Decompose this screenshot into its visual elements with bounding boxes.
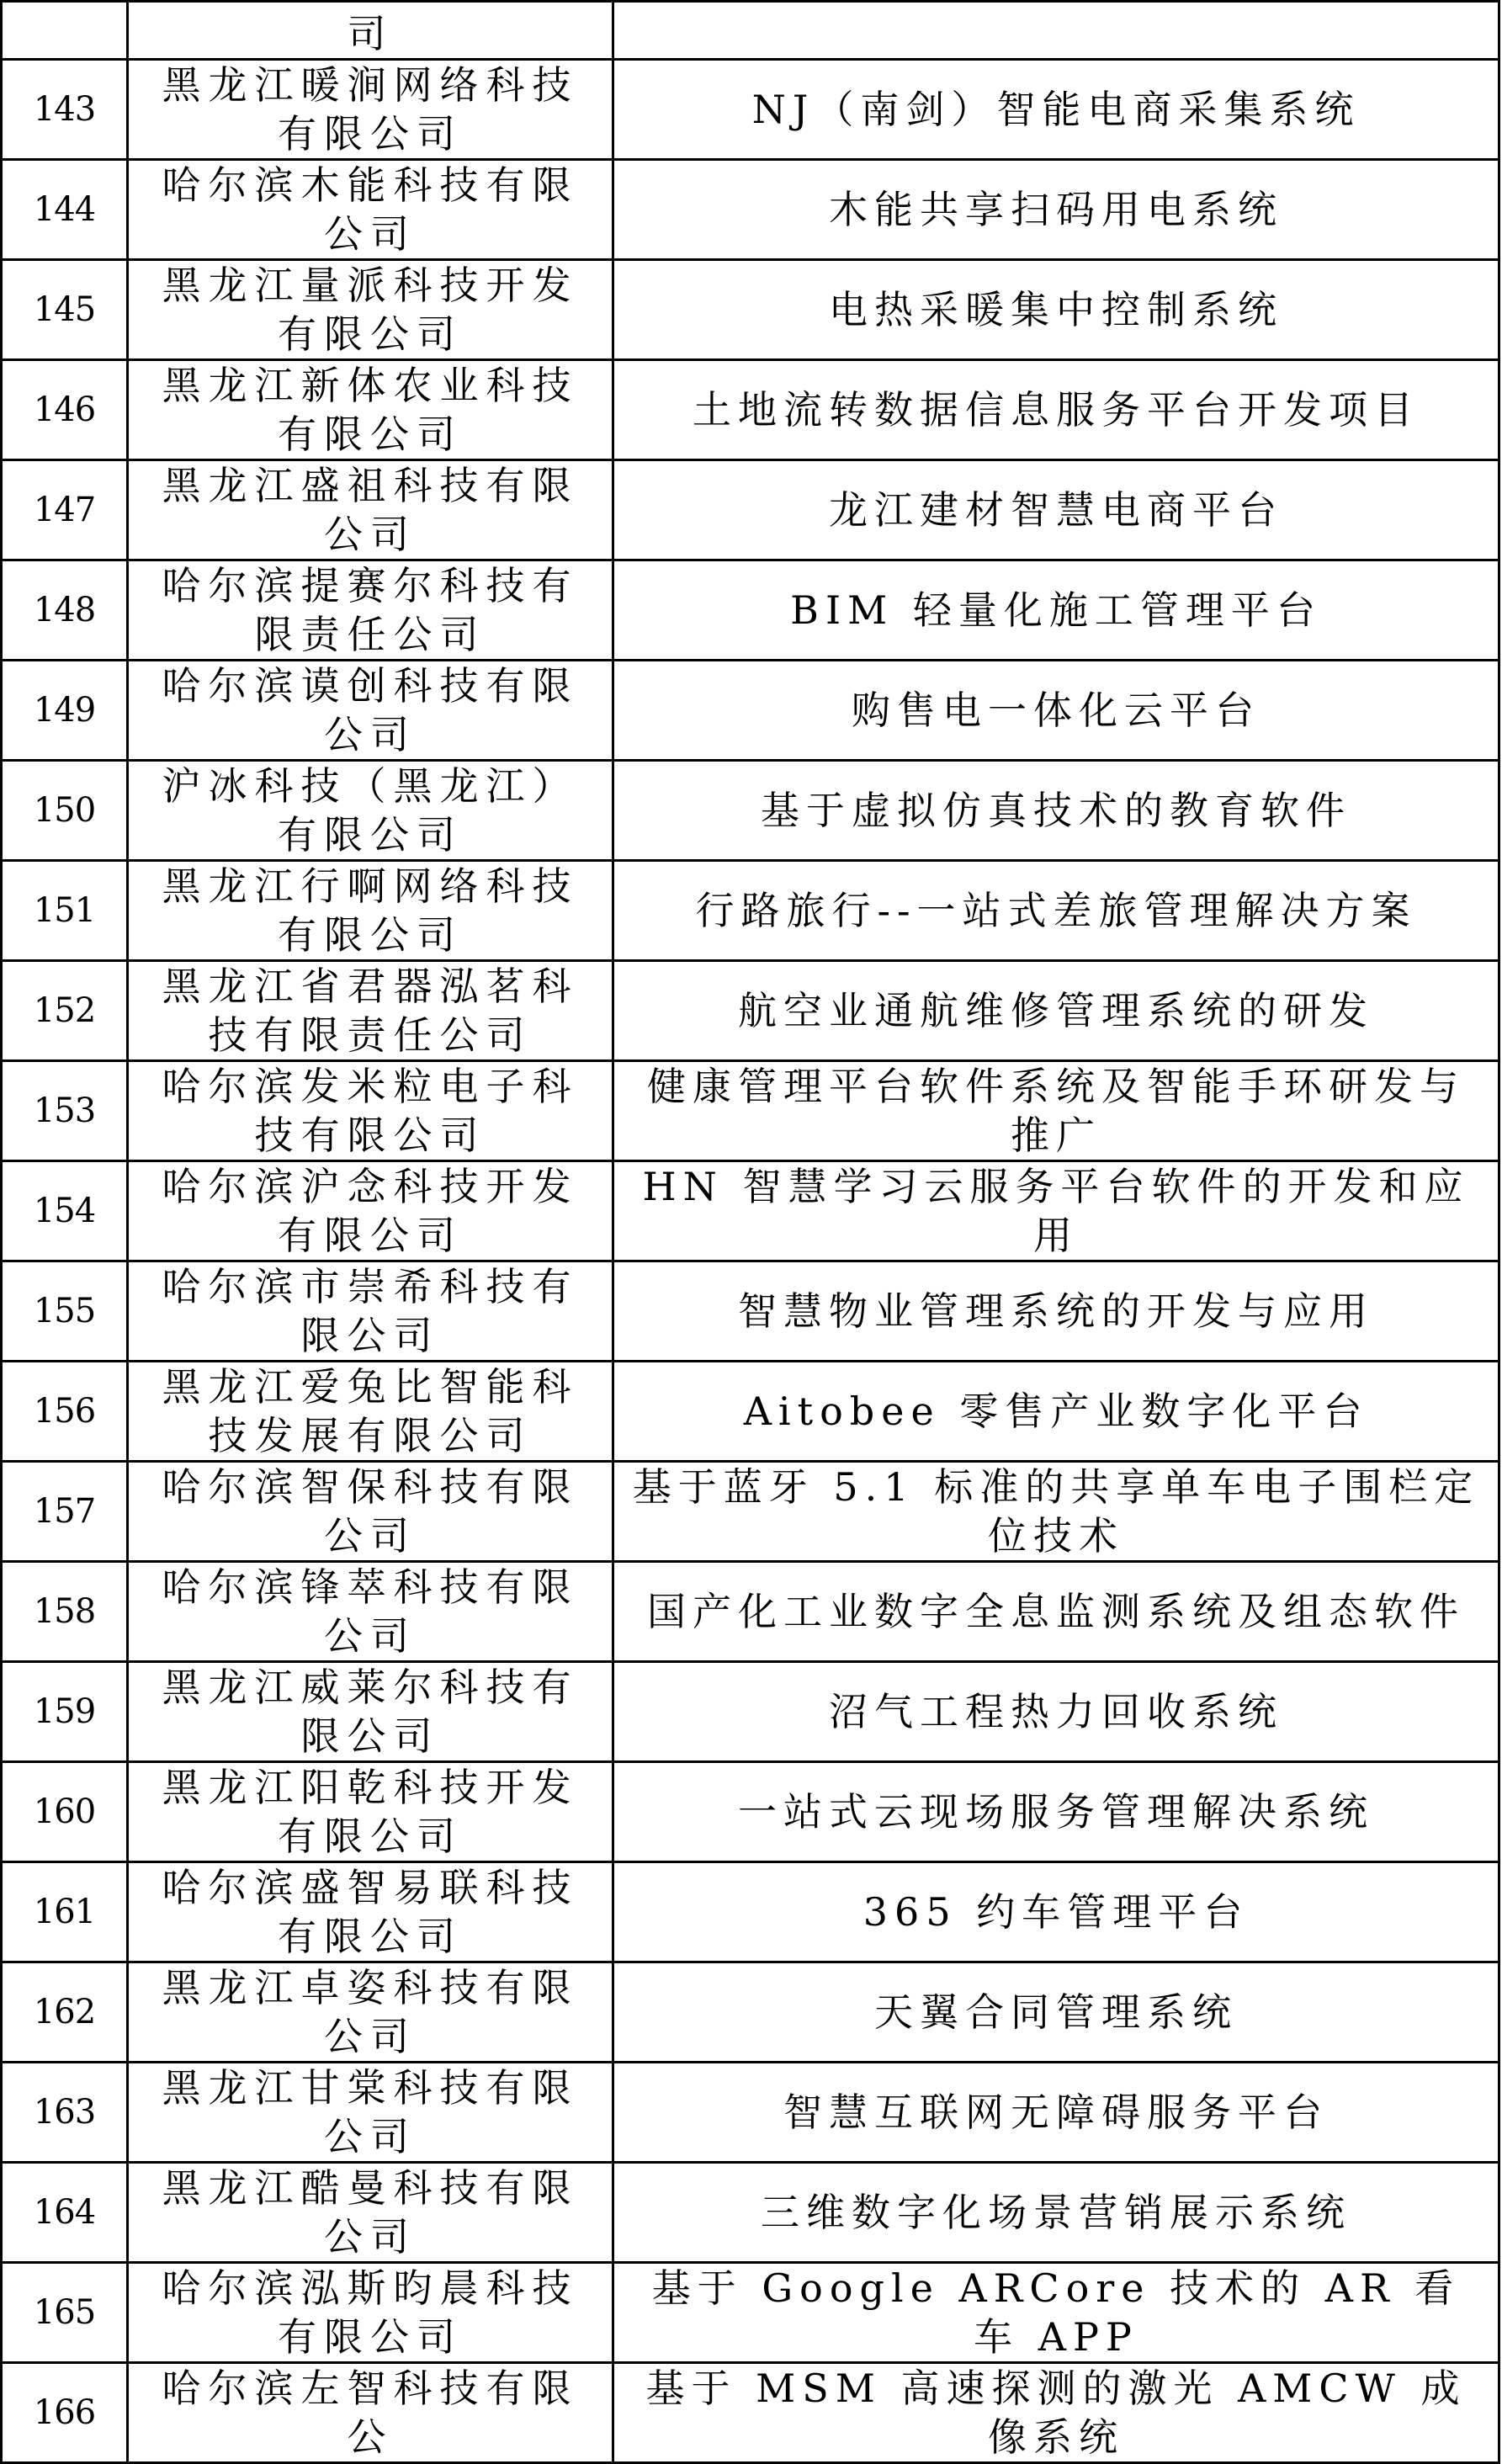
company-cell [128, 2363, 613, 2463]
company-name: 司 [347, 11, 394, 56]
project-name: 航空业通航维修管理系统的研发 [738, 988, 1374, 1033]
number-cell: 153 [2, 1061, 128, 1161]
company-name: 黑龙江暖涧网络科技有限公司 [162, 62, 579, 157]
number-cell: 143 [2, 60, 128, 160]
project-name: 365 约车管理平台 [862, 1889, 1250, 1935]
project-cell [613, 1061, 1499, 1161]
company-name: 哈尔滨泓斯昀晨科技有限公司 [162, 2265, 579, 2360]
company-cell [128, 661, 613, 761]
table-row [2, 1061, 1499, 1161]
project-name: 一站式云现场服务管理解决系统 [738, 1789, 1374, 1835]
number-cell: 161 [2, 1862, 128, 1962]
project-name: 龙江建材智慧电商平台 [829, 487, 1283, 533]
project-cell [613, 1862, 1499, 1962]
company-cell [128, 1261, 613, 1362]
company-name: 黑龙江行啊网络科技有限公司 [162, 863, 579, 958]
company-cell [128, 2063, 613, 2163]
table-row [2, 560, 1499, 661]
project-name: Aitobee 零售产业数字化平台 [743, 1389, 1369, 1434]
table-row [2, 1862, 1499, 1962]
project-cell [613, 1161, 1499, 1261]
company-name: 哈尔滨木能科技有限公司 [162, 162, 579, 257]
table-row-continued [2, 2, 1499, 60]
number-cell [2, 2, 128, 60]
company-name: 哈尔滨市崇希科技有限公司 [162, 1264, 579, 1358]
table-row [2, 2063, 1499, 2163]
table-row [2, 460, 1499, 560]
company-cell [128, 1462, 613, 1562]
project-name: 基于 Google ARCore 技术的 AR 看车 APP [651, 2265, 1461, 2360]
project-cell [613, 861, 1499, 961]
project-cell [613, 2, 1499, 60]
project-name: 健康管理平台软件系统及智能手环研发与推广 [647, 1064, 1465, 1158]
company-cell [128, 560, 613, 661]
company-cell [128, 1161, 613, 1261]
project-cell [613, 160, 1499, 260]
company-name: 哈尔滨智保科技有限公司 [162, 1464, 579, 1559]
table-row [2, 2363, 1499, 2463]
company-name: 黑龙江省君器泓茗科技有限责任公司 [162, 964, 579, 1058]
project-name: 智慧互联网无障碍服务平台 [783, 2090, 1329, 2135]
number-cell: 152 [2, 961, 128, 1061]
company-name: 哈尔滨发米粒电子科技有限公司 [162, 1064, 579, 1158]
table-row [2, 1962, 1499, 2063]
project-name: 土地流转数据信息服务平台开发项目 [693, 387, 1420, 433]
project-name: 木能共享扫码用电系统 [829, 187, 1283, 232]
company-cell [128, 2, 613, 60]
table-row [2, 861, 1499, 961]
project-cell [613, 2163, 1499, 2263]
company-name: 哈尔滨提赛尔科技有限责任公司 [162, 563, 579, 657]
project-name: NJ（南剑）智能电商采集系统 [751, 87, 1361, 132]
number-cell: 147 [2, 460, 128, 560]
company-cell [128, 2163, 613, 2263]
number-cell: 148 [2, 560, 128, 661]
project-name: 智慧物业管理系统的开发与应用 [738, 1288, 1374, 1334]
project-cell [613, 1662, 1499, 1762]
company-cell [128, 360, 613, 460]
table-row [2, 2263, 1499, 2363]
company-name: 黑龙江阳乾科技开发有限公司 [162, 1765, 579, 1859]
number-cell: 164 [2, 2163, 128, 2263]
number-cell: 159 [2, 1662, 128, 1762]
project-name: 国产化工业数字全息监测系统及组态软件 [647, 1589, 1465, 1634]
number-cell: 151 [2, 861, 128, 961]
company-cell [128, 1762, 613, 1862]
company-cell [128, 1962, 613, 2063]
company-name: 哈尔滨沪念科技开发有限公司 [162, 1164, 579, 1258]
number-cell: 156 [2, 1362, 128, 1462]
company-cell [128, 160, 613, 260]
project-cell [613, 560, 1499, 661]
company-name: 哈尔滨锋萃科技有限公司 [162, 1564, 579, 1659]
company-name: 哈尔滨左智科技有限公 [162, 2366, 579, 2460]
company-cell [128, 1662, 613, 1762]
project-cell [613, 1362, 1499, 1462]
company-name: 黑龙江甘棠科技有限公司 [162, 2065, 579, 2159]
company-cell [128, 2263, 613, 2363]
project-cell [613, 2263, 1499, 2363]
project-cell [613, 1962, 1499, 2063]
table-row [2, 1261, 1499, 1362]
project-cell [613, 1462, 1499, 1562]
number-cell: 165 [2, 2263, 128, 2363]
project-name: HN 智慧学习云服务平台软件的开发和应用 [642, 1164, 1470, 1258]
company-cell [128, 1862, 613, 1962]
company-cell [128, 861, 613, 961]
company-cell [128, 1562, 613, 1662]
project-cell [613, 661, 1499, 761]
project-name: 行路旅行--一站式差旅管理解决方案 [695, 888, 1417, 933]
number-cell: 155 [2, 1261, 128, 1362]
project-cell [613, 360, 1499, 460]
number-cell: 158 [2, 1562, 128, 1662]
company-name: 黑龙江盛祖科技有限公司 [162, 463, 579, 557]
project-name: 基于 MSM 高速探测的激光 AMCW 成像系统 [645, 2366, 1467, 2460]
table-row [2, 1362, 1499, 1462]
company-name: 沪冰科技（黑龙江）有限公司 [162, 763, 579, 858]
number-cell: 149 [2, 661, 128, 761]
table-row [2, 1562, 1499, 1662]
company-name: 黑龙江量派科技开发有限公司 [162, 263, 579, 357]
table-row [2, 260, 1499, 360]
project-cell [613, 2063, 1499, 2163]
project-name: 三维数字化场景营销展示系统 [761, 2190, 1351, 2235]
number-cell: 157 [2, 1462, 128, 1562]
project-name: 电热采暖集中控制系统 [829, 287, 1283, 332]
project-cell [613, 761, 1499, 861]
project-name: 天翼合同管理系统 [874, 1989, 1238, 2035]
table-row [2, 1762, 1499, 1862]
project-cell [613, 460, 1499, 560]
company-name: 黑龙江威莱尔科技有限公司 [162, 1665, 579, 1759]
company-cell [128, 60, 613, 160]
company-cell [128, 1061, 613, 1161]
project-cell [613, 1562, 1499, 1662]
company-cell [128, 460, 613, 560]
company-name: 黑龙江爱兔比智能科技发展有限公司 [162, 1364, 579, 1458]
company-name: 黑龙江酷曼科技有限公司 [162, 2165, 579, 2260]
table-row [2, 1462, 1499, 1562]
company-cell [128, 961, 613, 1061]
company-name: 哈尔滨盛智易联科技有限公司 [162, 1865, 579, 1959]
number-cell: 145 [2, 260, 128, 360]
project-table-body [2, 2, 1499, 2463]
project-cell [613, 1261, 1499, 1362]
table-row [2, 360, 1499, 460]
table-row [2, 661, 1499, 761]
number-cell: 146 [2, 360, 128, 460]
company-name: 哈尔滨谟创科技有限公司 [162, 663, 579, 757]
number-cell: 154 [2, 1161, 128, 1261]
number-cell: 144 [2, 160, 128, 260]
company-name: 黑龙江卓姿科技有限公司 [162, 1965, 579, 2059]
table-row [2, 761, 1499, 861]
company-cell [128, 761, 613, 861]
company-name: 黑龙江新体农业科技有限公司 [162, 363, 579, 457]
project-cell [613, 60, 1499, 160]
table-row [2, 60, 1499, 160]
table-row [2, 1161, 1499, 1261]
project-name: BIM 轻量化施工管理平台 [790, 587, 1322, 633]
project-name: 沼气工程热力回收系统 [829, 1689, 1283, 1734]
project-cell [613, 961, 1499, 1061]
project-cell [613, 1762, 1499, 1862]
number-cell: 166 [2, 2363, 128, 2463]
table-row [2, 1662, 1499, 1762]
project-cell [613, 260, 1499, 360]
project-name: 基于虚拟仿真技术的教育软件 [761, 788, 1351, 833]
project-cell [613, 2363, 1499, 2463]
number-cell: 150 [2, 761, 128, 861]
table-row [2, 961, 1499, 1061]
table-row [2, 160, 1499, 260]
company-cell [128, 1362, 613, 1462]
project-name: 基于蓝牙 5.1 标准的共享单车电子围栏定位技术 [632, 1464, 1480, 1559]
number-cell: 160 [2, 1762, 128, 1862]
table-row [2, 2163, 1499, 2263]
company-cell [128, 260, 613, 360]
number-cell: 162 [2, 1962, 128, 2063]
number-cell: 163 [2, 2063, 128, 2163]
project-name: 购售电一体化云平台 [852, 688, 1261, 733]
